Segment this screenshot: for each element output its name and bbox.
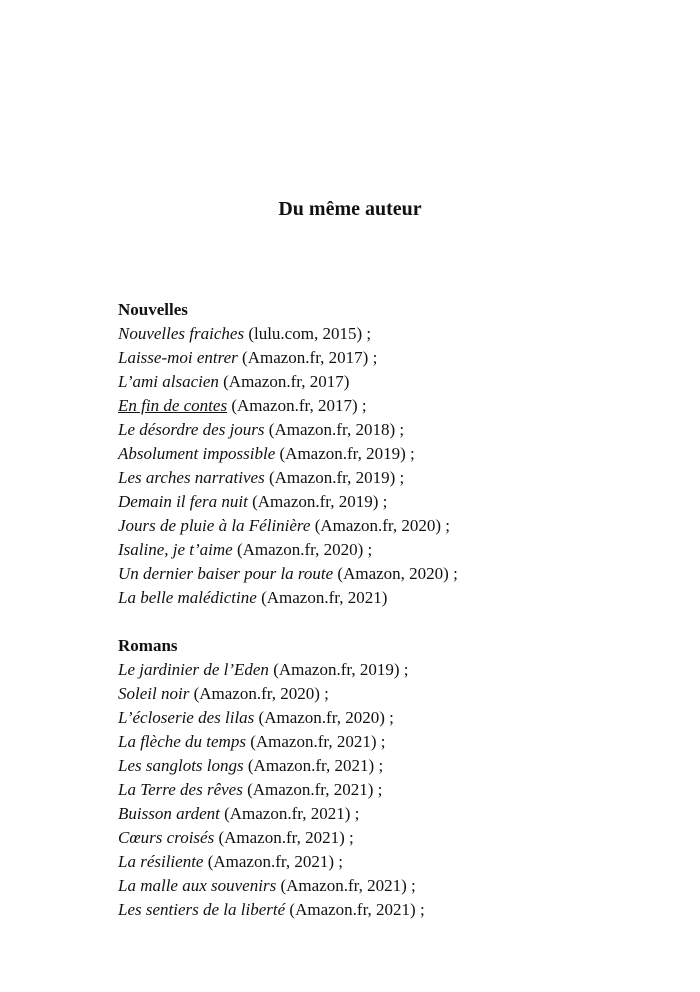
book-details: (Amazon.fr, 2021) ; — [214, 828, 354, 847]
book-details: (Amazon.fr, 2019) ; — [268, 660, 409, 679]
book-details: (Amazon.fr, 2020) ; — [310, 516, 450, 535]
list-item — [118, 442, 458, 466]
list-item — [118, 322, 458, 346]
book-title: La résiliente — [118, 852, 204, 871]
book-details: (Amazon.fr, 2019) ; — [264, 468, 405, 487]
list-item — [118, 730, 425, 754]
list-item — [118, 346, 458, 370]
list-item — [118, 586, 458, 610]
book-title: Les arches narratives — [118, 468, 265, 487]
list-item — [118, 778, 425, 802]
section-romans — [118, 634, 425, 922]
list-item — [118, 394, 458, 418]
book-title: Le jardinier de l’Eden — [118, 660, 269, 679]
book-title: La malle aux souvenirs — [118, 876, 277, 895]
book-details: (Amazon.fr, 2021) ; — [285, 900, 425, 919]
book-details: (Amazon.fr, 2017) ; — [227, 396, 367, 415]
list-item — [118, 898, 425, 922]
book-details: (Amazon.fr, 2017) ; — [237, 348, 378, 367]
book-details: (Amazon.fr, 2020) ; — [189, 684, 329, 703]
list-item — [118, 514, 458, 538]
section-heading: Romans — [118, 636, 178, 655]
book-details: (Amazon.fr, 2021) ; — [245, 732, 386, 751]
book-title: Les sentiers de la liberté — [118, 900, 286, 919]
list-item — [118, 418, 458, 442]
book-title: Soleil noir — [118, 684, 190, 703]
list-item — [118, 682, 425, 706]
book-title: En fin de contes — [118, 396, 228, 415]
book-title: La flèche du temps — [118, 732, 246, 751]
book-details: (Amazon.fr, 2021) ; — [243, 756, 384, 775]
list-item — [118, 874, 425, 898]
section-heading: Nouvelles — [118, 300, 188, 319]
book-title: La belle malédictine — [118, 588, 257, 607]
list-item — [118, 802, 425, 826]
book-details: (Amazon.fr, 2019) ; — [275, 444, 415, 463]
book-title: La Terre des rêves — [118, 780, 243, 799]
book-details: (Amazon.fr, 2021) ; — [276, 876, 416, 895]
book-details: (Amazon.fr, 2018) ; — [264, 420, 405, 439]
list-item — [118, 490, 458, 514]
book-title: Absolument impossible — [118, 444, 276, 463]
book-title: L’ami alsacien — [118, 372, 219, 391]
book-title: Buisson ardent — [118, 804, 220, 823]
book-details: (lulu.com, 2015) ; — [244, 324, 372, 343]
book-details: (Amazon.fr, 2021) ; — [219, 804, 360, 823]
list-item — [118, 826, 425, 850]
book-details: (Amazon.fr, 2021) ; — [242, 780, 383, 799]
list-item — [118, 754, 425, 778]
book-title: Les sanglots longs — [118, 756, 244, 775]
list-item — [118, 370, 458, 394]
list-item — [118, 658, 425, 682]
book-details: (Amazon.fr, 2019) ; — [247, 492, 388, 511]
book-title: Cœurs croisés — [118, 828, 215, 847]
book-title: Nouvelles fraiches — [118, 324, 245, 343]
book-details: (Amazon, 2020) ; — [333, 564, 458, 583]
page-title: Du même auteur — [278, 198, 422, 220]
book-details: (Amazon.fr, 2021) ; — [203, 852, 343, 871]
list-item — [118, 850, 425, 874]
book-title: Isaline, je t’aime — [118, 540, 233, 559]
book-title: Un dernier baiser pour la route — [118, 564, 334, 583]
book-details: (Amazon.fr, 2020) ; — [232, 540, 373, 559]
book-title: Demain il fera nuit — [118, 492, 248, 511]
book-title: Jours de pluie à la Félinière — [118, 516, 311, 535]
section-nouvelles — [118, 298, 458, 610]
list-item — [118, 538, 458, 562]
book-details: (Amazon.fr, 2020) ; — [254, 708, 394, 727]
book-title: Le désordre des jours — [118, 420, 265, 439]
list-item — [118, 466, 458, 490]
list-item — [118, 706, 425, 730]
list-item — [118, 562, 458, 586]
book-details: (Amazon.fr, 2021) — [256, 588, 388, 607]
book-title: L’écloserie des lilas — [118, 708, 255, 727]
book-details: (Amazon.fr, 2017) — [218, 372, 350, 391]
book-title: Laisse-moi entrer — [118, 348, 238, 367]
